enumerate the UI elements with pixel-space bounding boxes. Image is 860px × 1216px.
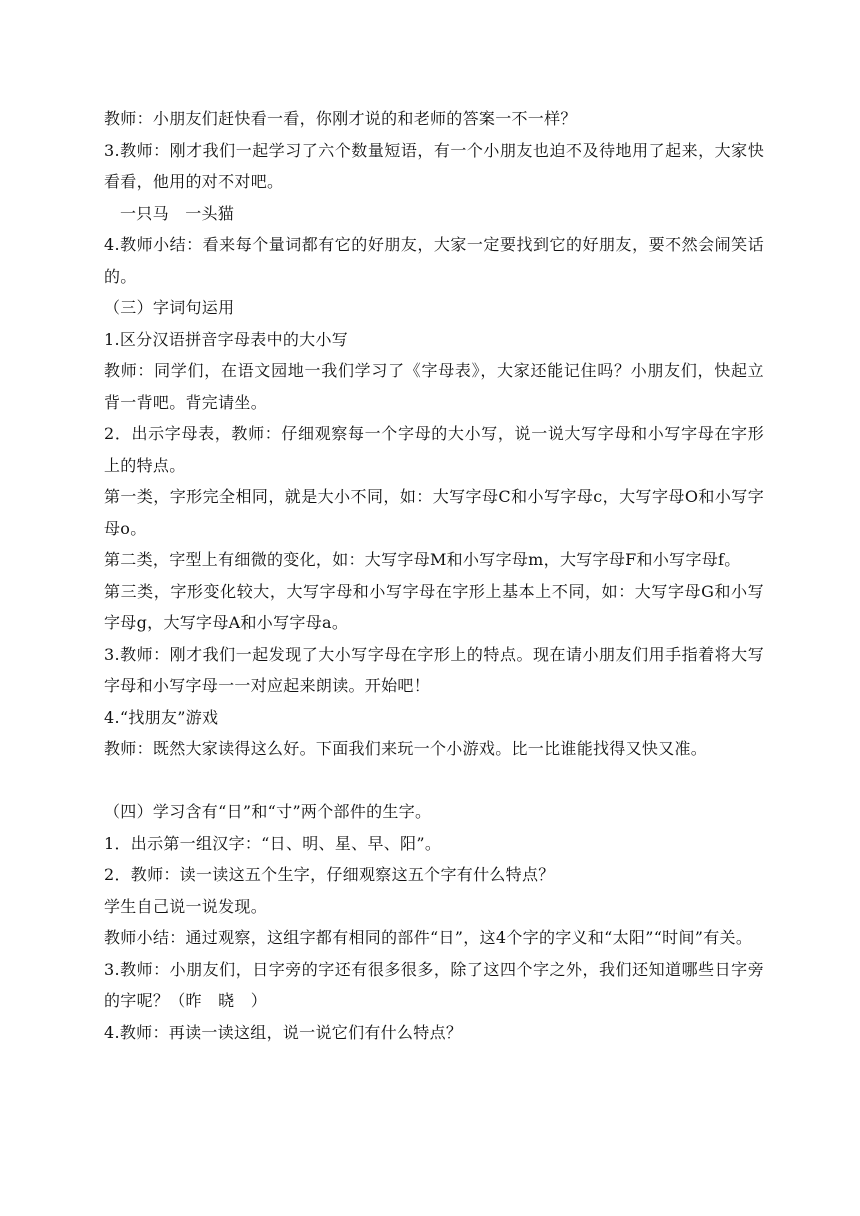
section-heading: （四）学习含有“日”和“寸”两个部件的生字。 [104, 802, 432, 821]
paragraph: 第二类，字型上有细微的变化，如：大写字母M和小写字母m，大写字母F和小写字母f。 [104, 550, 741, 569]
paragraph: 4.教师小结：看来每个量词都有它的好朋友，大家一定要找到它的好朋友，要不然会闹笑话的。 [104, 235, 764, 286]
paragraph: 学生自己说一说发现。 [104, 896, 268, 916]
paragraph: 3.教师：刚才我们一起发现了大小写字母在字形上的特点。现在请小朋友们用手指着将大写字母和小写字母一一对应起来朗读。开始吧！ [104, 644, 764, 695]
paragraph: 教师：同学们，在语文园地一我们学习了《字母表》，大家还能记住吗？小朋友们，快起立背一背吧。背完请坐。 [104, 361, 764, 412]
paragraph: 3.教师：刚才我们一起学习了六个数量短语，有一个小朋友也迫不及待地用了起来，大家快看看，他用的对不对吧。 [104, 140, 764, 191]
paragraph: 教师小结：通过观察，这组字都有相同的部件“日”，这4个字的字义和“太阳”“时间”有关。 [104, 928, 753, 947]
paragraph: 1.区分汉语拼音字母表中的大小写 [104, 329, 349, 349]
paragraph: 4.教师：再读一读这组，说一说它们有什么特点？ [104, 1022, 463, 1042]
paragraph: 3.教师：小朋友们，日字旁的字还有很多很多，除了这四个字之外，我们还知道哪些日字旁的字呢？（昨 晓 ） [104, 959, 764, 1010]
document-body [104, 103, 764, 1048]
paragraph: 4.“找朋友”游戏 [104, 707, 219, 727]
paragraph: 教师：小朋友们赶快看一看，你刚才说的和老师的答案一不一样？ [104, 109, 577, 128]
paragraph-example-phrases: 一只马 一头猫 [120, 203, 235, 223]
paragraph: 第三类，字形变化较大，大写字母和小写字母在字形上基本上不同，如：大写字母G和小写字母g，大写字母A和小写字母a。 [104, 581, 764, 632]
blank-line [104, 765, 764, 797]
paragraph: 教师：既然大家读得这么好。下面我们来玩一个小游戏。比一比谁能找得又快又准。 [104, 739, 708, 758]
paragraph: 第一类，字形完全相同，就是大小不同，如：大写字母C和小写字母c，大写字母O和小写字母o。 [104, 487, 764, 538]
paragraph: 1．出示第一组汉字：“日、明、星、早、阳”。 [104, 833, 442, 853]
section-heading: （三）字词句运用 [104, 298, 235, 317]
paragraph: 2．出示字母表，教师：仔细观察每一个字母的大小写，说一说大写字母和小写字母在字形上的特点。 [104, 424, 764, 475]
paragraph: 2．教师：读一读这五个生字，仔细观察这五个字有什么特点？ [104, 865, 555, 884]
